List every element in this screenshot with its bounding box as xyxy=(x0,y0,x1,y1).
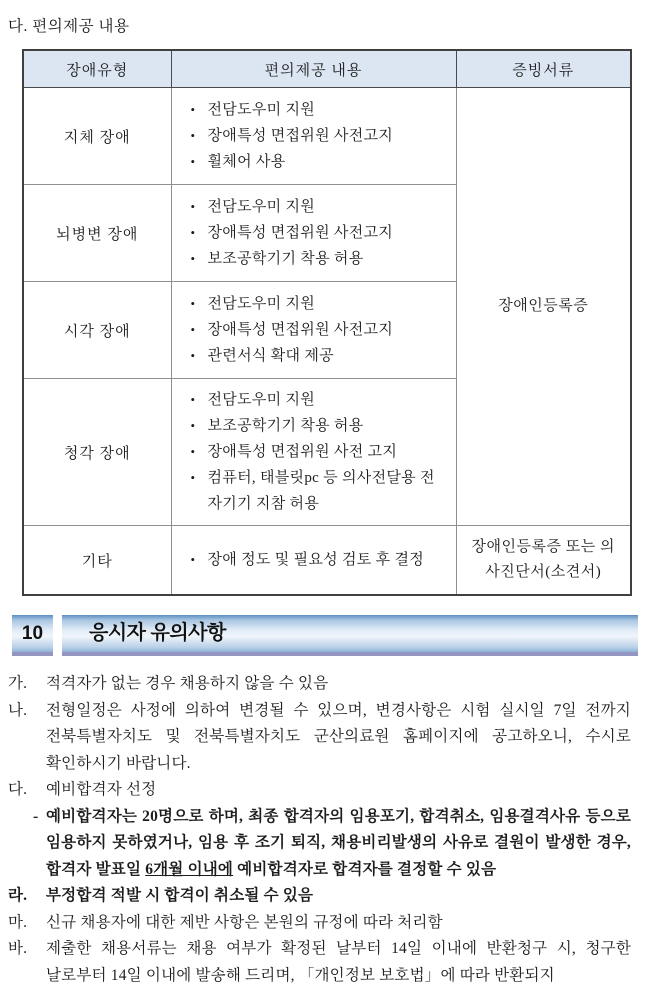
accommodation-item: • 장애특성 면접위원 사전 고지 xyxy=(190,439,448,465)
section-title: 응시자 유의사항 xyxy=(62,615,638,656)
accommodation-item: • 장애특성 면접위원 사전고지 xyxy=(190,317,448,343)
note-label: 바. xyxy=(8,940,28,957)
note-subitem-underlined: 6개월 이내에 xyxy=(145,860,234,878)
accommodation-item: • 컴퓨터, 태블릿pc 등 의사전달용 전자기기 지참 허용 xyxy=(190,465,448,517)
note-label: 마. xyxy=(8,913,28,931)
note-label: 나. xyxy=(8,701,28,719)
section-header-band xyxy=(12,615,638,656)
accommodation-item: • 관련서식 확대 제공 xyxy=(190,343,448,369)
accommodation-item: • 전담도우미 지원 xyxy=(190,387,448,413)
note-label: 라. xyxy=(8,887,28,904)
accommodation-table xyxy=(22,49,632,596)
table-header-row xyxy=(23,50,631,88)
note-text: 신규 채용자에 대한 제반 사항은 본원의 규정에 따라 처리함 xyxy=(46,913,443,931)
note-text: 전형일정은 사정에 의하여 변경될 수 있으며, 변경사항은 시험 실시일 7일 전까지 전북특별자치도 및 전북특별자치도 군산의료원 홈페이지에 공고하오니, 수시로 확인하시기 바랍니다. xyxy=(46,701,631,772)
disability-type-cell: 청각 장애 xyxy=(23,379,171,526)
note-label: 다. xyxy=(8,781,28,798)
table-row xyxy=(23,88,631,185)
note-text: 적격자가 없는 경우 채용하지 않을 수 있음 xyxy=(46,675,329,692)
accommodation-items-cell xyxy=(171,379,456,526)
note-item-ma xyxy=(8,910,631,937)
accommodation-items-cell xyxy=(171,526,456,596)
accommodation-item: • 장애특성 면접위원 사전고지 xyxy=(190,220,448,246)
accommodation-items-cell xyxy=(171,88,456,185)
accommodation-item: • 장애특성 면접위원 사전고지 xyxy=(190,123,448,149)
accommodation-items-cell xyxy=(171,185,456,282)
header-disability-type: 장애유형 xyxy=(23,50,171,88)
note-subitem-reserve-pass xyxy=(8,804,631,884)
evidence-cell-common: 장애인등록증 xyxy=(456,88,631,526)
accommodation-item: • 전담도우미 지원 xyxy=(190,291,448,317)
note-text: 부정합격 적발 시 합격이 취소될 수 있음 xyxy=(46,887,314,904)
accommodation-item: • 장애 정도 및 필요성 검토 후 결정 xyxy=(190,547,448,573)
notes-list xyxy=(8,671,631,989)
evidence-cell-etc: 장애인등록증 또는 의사진단서(소견서) xyxy=(456,526,631,596)
note-item-ga xyxy=(8,671,631,698)
note-item-da xyxy=(8,777,631,804)
accommodation-item: • 휠체어 사용 xyxy=(190,149,448,175)
section-label: 다. 편의제공 내용 xyxy=(8,18,130,35)
accommodation-item: • 전담도우미 지원 xyxy=(190,97,448,123)
note-item-ra xyxy=(8,883,631,910)
dash-marker: - xyxy=(33,807,39,825)
accommodation-item: • 보조공학기기 착용 허용 xyxy=(190,413,448,439)
section-number: 10 xyxy=(12,615,53,656)
note-text: 예비합격자 선정 xyxy=(46,781,157,798)
note-item-ba xyxy=(8,936,631,989)
table-row xyxy=(23,526,631,596)
note-subitem-pre: 예비합격자는 20명으로 하며, 최종 합격자의 임용포기, 합격취소, 임용결격사유 등으로 임용하지 못하였거나, 임용 후 조기 퇴직, 채용비리발생의 사유로 결원이 발생한 경우, 합격자 발표일 xyxy=(46,807,631,878)
disability-type-cell: 시각 장애 xyxy=(23,282,171,379)
note-subitem-post: 예비합격자로 합격자를 결정할 수 있음 xyxy=(233,860,497,878)
accommodation-item: • 전담도우미 지원 xyxy=(190,194,448,220)
note-label: 가. xyxy=(8,675,28,692)
accommodation-items-cell xyxy=(171,282,456,379)
disability-type-cell: 기타 xyxy=(23,526,171,596)
accommodation-item: • 보조공학기기 착용 허용 xyxy=(190,246,448,272)
disability-type-cell: 뇌병변 장애 xyxy=(23,185,171,282)
note-text: 제출한 채용서류는 채용 여부가 확정된 날부터 14일 이내에 반환청구 시, 청구한 날로부터 14일 이내에 발송해 드리며, 「개인정보 보호법」에 따라 반환되지 xyxy=(46,940,631,984)
header-accommodation: 편의제공 내용 xyxy=(171,50,456,88)
disability-type-cell: 지체 장애 xyxy=(23,88,171,185)
header-evidence: 증빙서류 xyxy=(456,50,631,88)
note-item-na xyxy=(8,698,631,778)
